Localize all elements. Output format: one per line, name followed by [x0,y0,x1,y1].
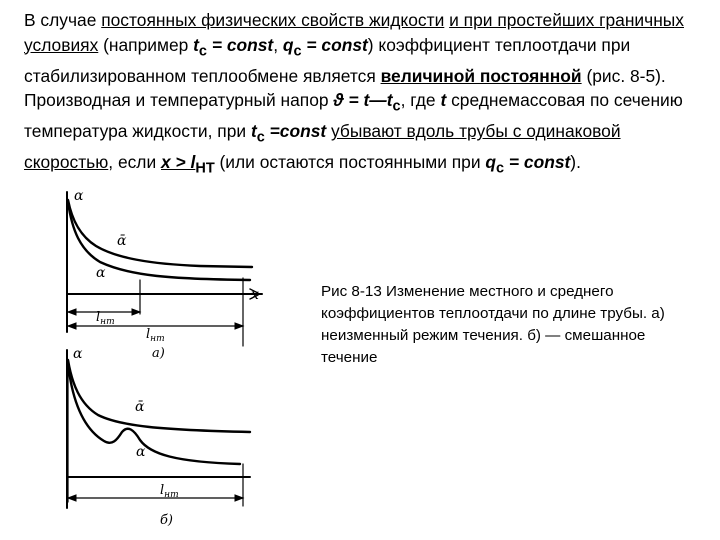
symbol-t: t [193,34,199,55]
symbol-theta: ϑ [333,90,344,111]
text-span: (рис. 8-5). Производная и температурный напор [24,65,666,111]
figure-a-dim2-label: $l_{нт}$ [146,327,165,344]
figure-b-sublabel: б) [160,513,174,528]
figure-a-sublabel: а) [152,346,165,361]
figure-b-local-curve [68,364,240,464]
text-span: ). [570,152,581,173]
figure-b [67,350,250,508]
text-span: , если [108,152,162,173]
figure-b-mean-curve [68,360,250,432]
figure-b-mean-label: ᾱ [135,399,145,415]
subscript: c [496,160,505,177]
text-span: среднемассовая по сечению температура жидкости, при [24,90,683,142]
text-span: , где [400,90,441,111]
figure-caption: Рис 8-13 Изменение местного и среднего коэффициентов теплоотдачи по длине трубы. а) неизменный режим течения. б) — смешанное течение [321,283,665,366]
underlined-text: постоянных физических свойств жидкости [101,10,445,30]
figure-a-mean-curve [68,200,252,267]
subscript: c [256,129,265,146]
formula-text: =const [264,121,327,142]
formula-text: = t—t [343,90,393,111]
figure-a-local-label: α [96,265,106,281]
figure-b-dim-label: $l_{нт}$ [160,483,179,500]
underlined-text: убывают вдоль трубы с одинаковой скоростью [24,121,621,173]
underlined-text: и при простейших граничных условиях [24,10,684,55]
symbol-t: t [440,90,447,111]
figure-b-local-label: α [136,444,146,460]
bold-underlined-text: величиной постоянной [380,65,582,86]
figure-a-mean-label: ᾱ [117,233,127,249]
figure-a-dim1-label: $l_{нт}$ [96,310,115,327]
text-span: , [273,34,283,55]
formula-text: = const [207,34,274,55]
subscript: c [198,43,207,60]
subscript: c [293,43,302,60]
text-span: ) коэффициент теплоотдачи при стабилизированном теплообмене является [24,34,631,86]
formula-text: = const [504,152,571,173]
text-span: В случае [24,10,102,30]
symbol-q: q [282,34,294,55]
symbol-t: t [250,121,257,142]
text-span: (например [98,34,194,55]
formula-text: = const [301,34,368,55]
text-span: (или остаются постоянными при [214,152,486,173]
formula-text: x > l [161,152,196,173]
figure-a-y-axis-label: α [74,188,84,204]
figure-b-y-axis-label: α [73,346,83,362]
figure-a-x-label: x [251,287,259,303]
symbol-q: q [485,152,497,173]
subscript: c [392,98,401,115]
subscript: НТ [195,160,215,177]
